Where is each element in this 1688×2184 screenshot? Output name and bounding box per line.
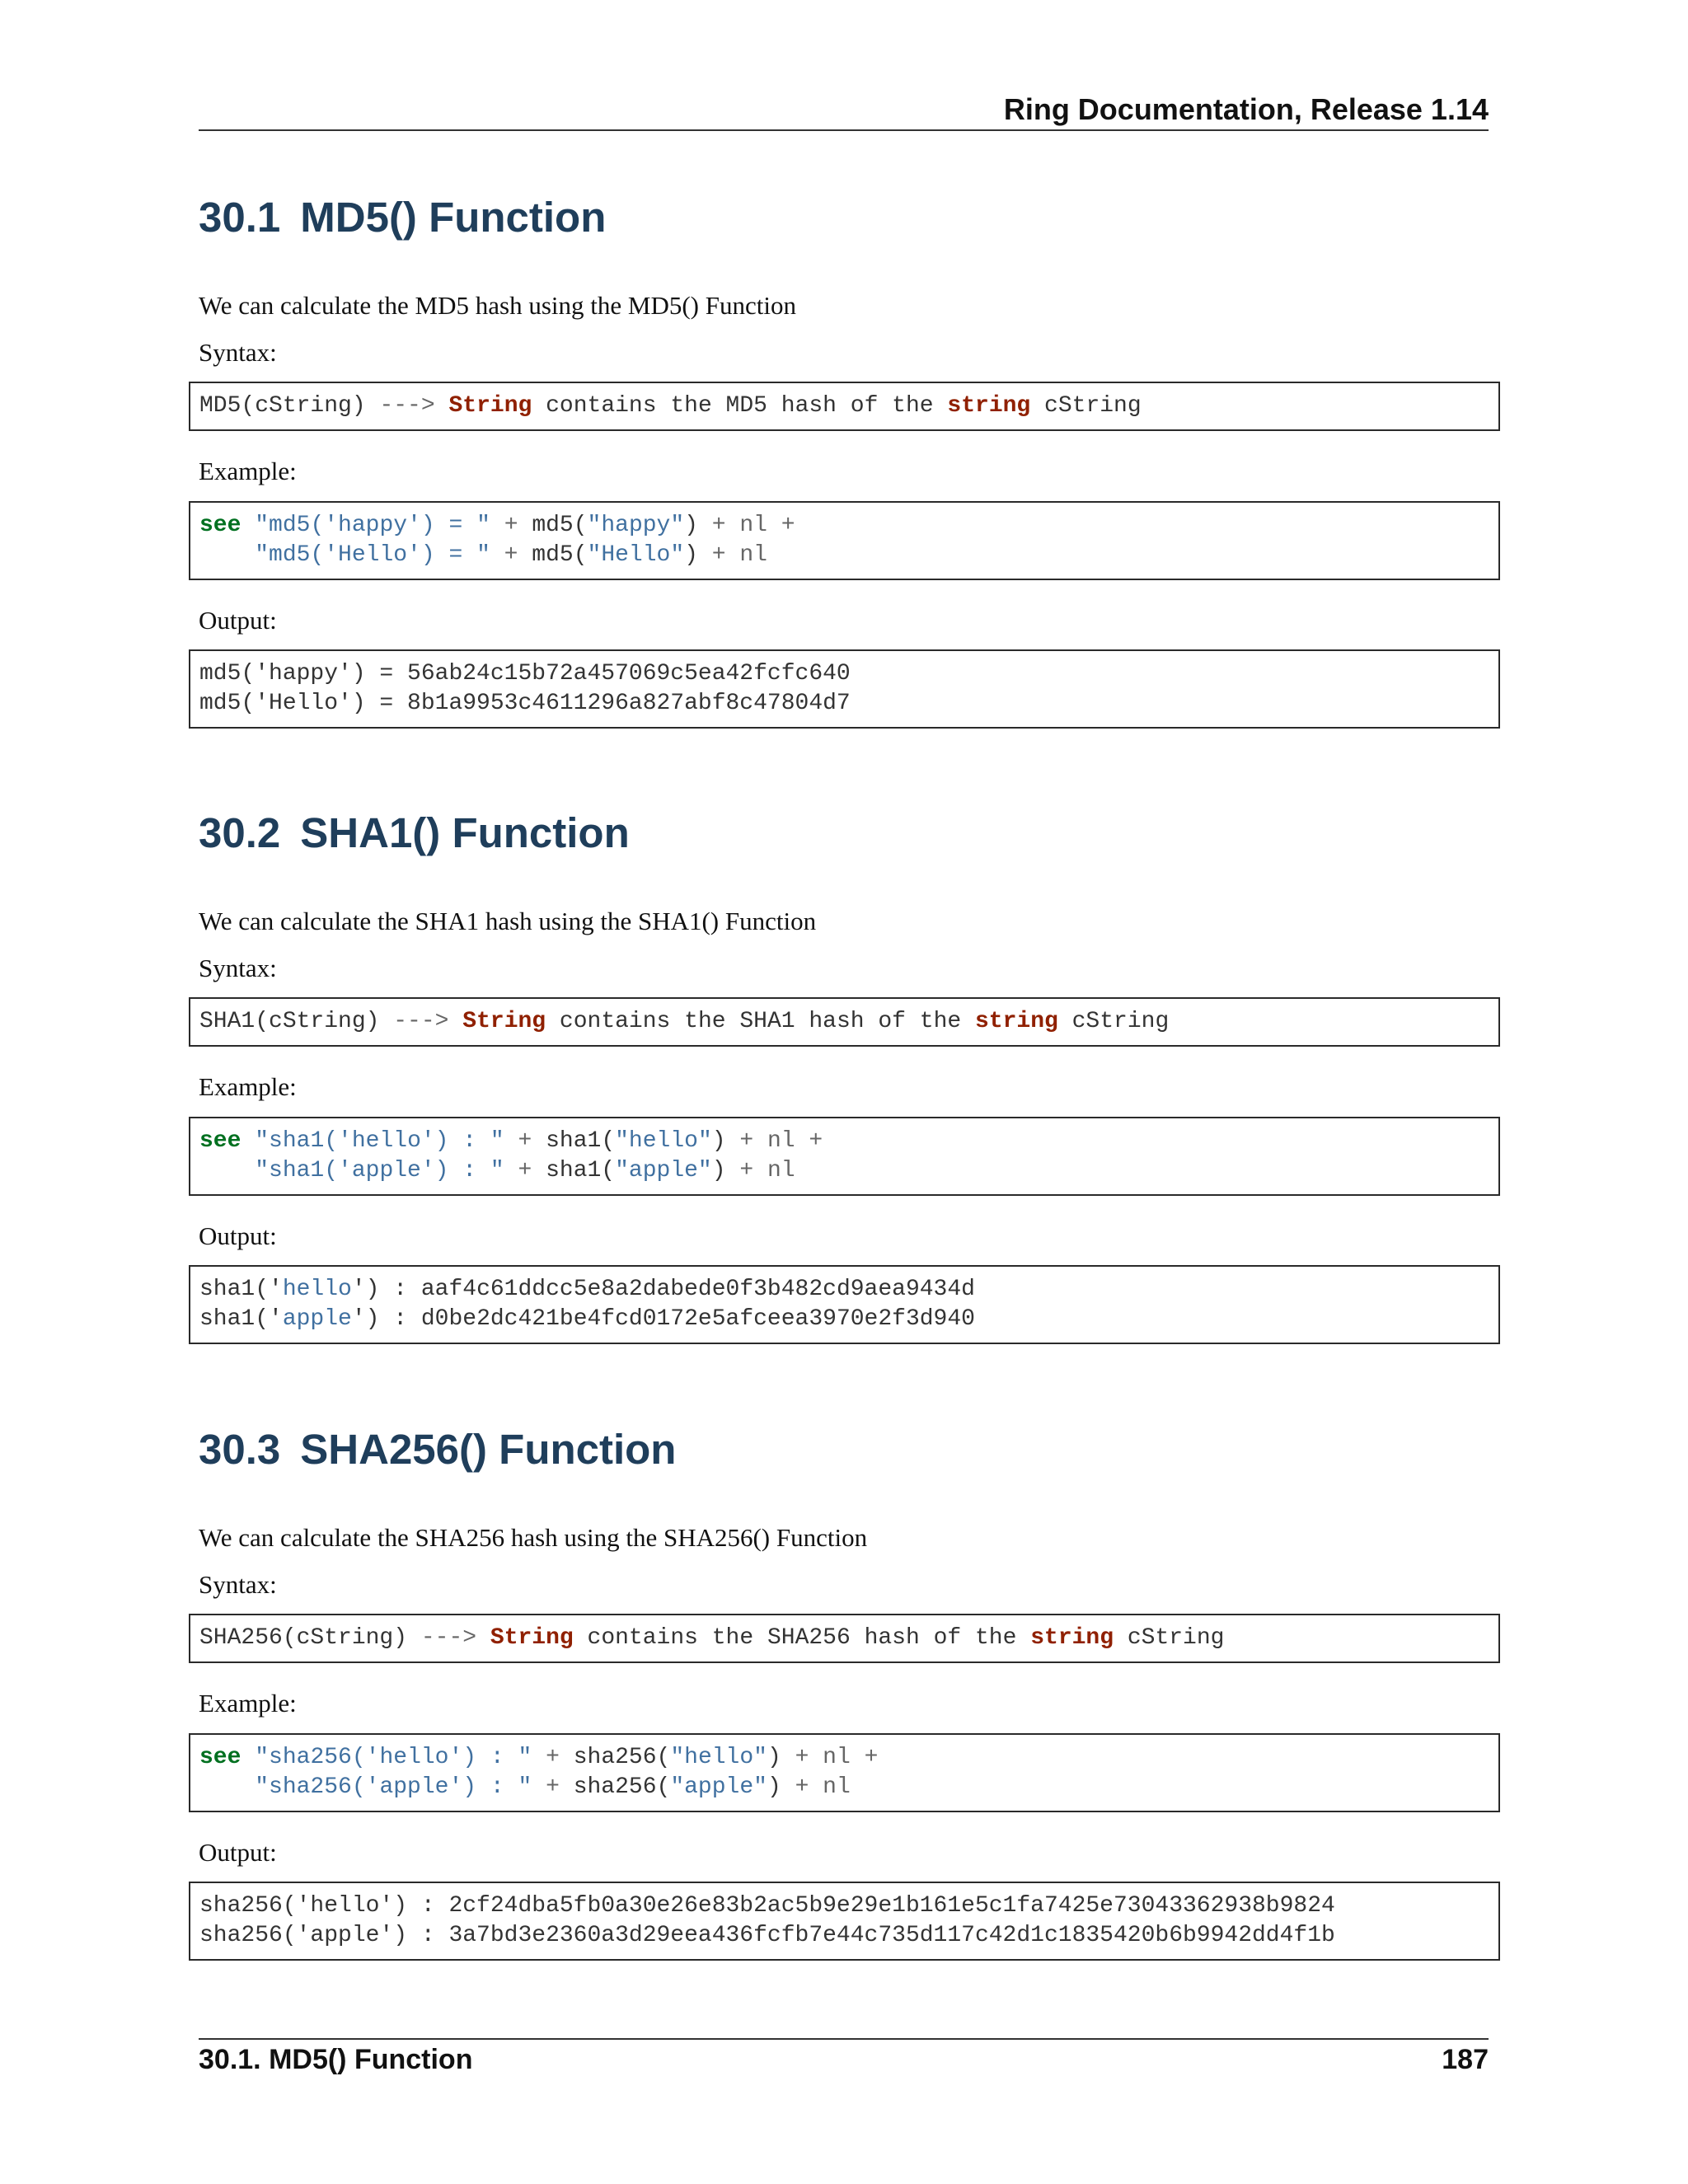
syntax-code-block xyxy=(189,382,1500,431)
section-heading xyxy=(199,196,1500,246)
syntax-code-block xyxy=(189,997,1500,1047)
example-label: Example: xyxy=(199,457,297,486)
footer-page-number: 187 xyxy=(1442,2044,1489,2075)
output-line: sha256('apple') : 3a7bd3e2360a3d29eea436fcfb7e44c735d117c42d1c1835420b6b9942dd4f1b xyxy=(199,1922,1335,1948)
code-keyword-see: see xyxy=(199,512,241,538)
header-rule xyxy=(199,129,1489,131)
section-number: 30.2 xyxy=(199,809,281,856)
code-string: "sha1('hello') : " xyxy=(255,1127,504,1154)
code-keyword: string xyxy=(947,393,1031,419)
code-keyword-see: see xyxy=(199,1744,241,1770)
code-keyword: String xyxy=(462,1009,546,1035)
syntax-label: Syntax: xyxy=(199,954,277,983)
section-intro: We can calculate the MD5 hash using the MD5() Function xyxy=(199,291,796,320)
code-op: + nl xyxy=(795,1774,851,1800)
section-title: MD5() Function xyxy=(300,194,607,241)
code-text: cString xyxy=(1030,393,1142,419)
code-indent xyxy=(199,1774,255,1800)
code-op: + nl xyxy=(739,1157,795,1183)
code-string: "hello" xyxy=(670,1744,767,1770)
code-op: + xyxy=(490,541,532,568)
section-heading xyxy=(199,1428,1500,1478)
code-keyword: String xyxy=(448,393,532,419)
code-op: + xyxy=(504,1127,546,1154)
running-header: Ring Documentation, Release 1.14 xyxy=(1003,92,1489,126)
syntax-code-block xyxy=(189,1614,1500,1663)
code-string: "sha256('hello') : " xyxy=(255,1744,532,1770)
section-number: 30.3 xyxy=(199,1426,281,1473)
code-op: + nl xyxy=(711,541,767,568)
code-text: contains the MD5 hash of the xyxy=(532,393,948,419)
output-highlight: hello xyxy=(282,1276,352,1302)
code-op: + xyxy=(532,1744,574,1770)
code-string: "md5('happy') = " xyxy=(255,512,490,538)
output-code-block xyxy=(189,1882,1500,1961)
code-keyword-see: see xyxy=(199,1127,241,1154)
section-md5 xyxy=(189,196,1500,729)
code-line xyxy=(199,1158,795,1183)
code-fn: md5( xyxy=(532,541,588,568)
code-fn: sha1( xyxy=(546,1127,616,1154)
code-text: contains the SHA256 hash of the xyxy=(573,1625,1031,1652)
code-close: ) xyxy=(711,1127,740,1154)
code-string: "hello" xyxy=(615,1127,712,1154)
output-highlight: apple xyxy=(282,1305,352,1332)
output-text: sha1(' xyxy=(199,1276,283,1302)
section-number: 30.1 xyxy=(199,194,281,241)
code-string: "apple" xyxy=(615,1157,712,1183)
example-label: Example: xyxy=(199,1072,297,1102)
code-op: + nl + xyxy=(739,1127,823,1154)
code-string: "sha1('apple') : " xyxy=(255,1157,504,1183)
code-text: cString xyxy=(1114,1625,1225,1652)
code-string: "md5('Hello') = " xyxy=(255,541,490,568)
output-line: md5('happy') = 56ab24c15b72a457069c5ea42fcfc640 xyxy=(199,660,851,687)
code-string: "sha256('apple') : " xyxy=(255,1774,532,1800)
code-indent xyxy=(199,542,255,568)
code-string: "happy" xyxy=(587,512,685,538)
code-op: + nl + xyxy=(711,512,795,538)
code-op: + xyxy=(504,1157,546,1183)
code-keyword: string xyxy=(975,1009,1058,1035)
code-text: cString xyxy=(1057,1009,1170,1035)
code-line xyxy=(199,513,795,538)
output-text: ') : aaf4c61ddcc5e8a2dabede0f3b482cd9aea9434d xyxy=(351,1276,975,1302)
code-op: + nl + xyxy=(795,1744,879,1770)
code-fn: sha256( xyxy=(573,1744,671,1770)
section-sha1 xyxy=(189,809,1500,1344)
code-fn: SHA256(cString) xyxy=(199,1625,408,1652)
output-text: sha1(' xyxy=(199,1305,283,1332)
code-close: ) xyxy=(684,512,712,538)
output-label: Output: xyxy=(199,1221,277,1250)
code-arrow: ---> xyxy=(420,1625,477,1652)
section-sha256 xyxy=(189,1428,1500,1961)
code-line xyxy=(199,542,767,568)
code-keyword: string xyxy=(1030,1625,1114,1652)
code-string: "Hello" xyxy=(587,541,685,568)
code-keyword: String xyxy=(490,1625,574,1652)
code-fn: sha1( xyxy=(546,1157,616,1183)
example-code-block xyxy=(189,1733,1500,1812)
code-op: + xyxy=(532,1774,574,1800)
output-text: ') : d0be2dc421be4fcd0172e5afceea3970e2f3d940 xyxy=(351,1305,975,1332)
output-line xyxy=(199,1277,975,1302)
footer-section-title: 30.1. MD5() Function xyxy=(199,2044,473,2075)
example-code-block xyxy=(189,1117,1500,1196)
code-arrow: ---> xyxy=(379,393,435,419)
output-line: md5('Hello') = 8b1a9953c4611296a827abf8c47804d7 xyxy=(199,690,851,716)
output-code-block xyxy=(189,649,1500,729)
code-line xyxy=(199,1774,851,1800)
syntax-label: Syntax: xyxy=(199,338,277,368)
code-fn: md5( xyxy=(532,512,588,538)
code-close: ) xyxy=(767,1744,795,1770)
output-code-block xyxy=(189,1265,1500,1344)
code-text: contains the SHA1 hash of the xyxy=(546,1009,975,1035)
section-title: SHA256() Function xyxy=(300,1426,677,1473)
code-close: ) xyxy=(684,541,712,568)
syntax-label: Syntax: xyxy=(199,1570,277,1600)
code-indent xyxy=(199,1158,255,1183)
output-label: Output: xyxy=(199,605,277,635)
code-arrow: ---> xyxy=(393,1009,449,1035)
section-intro: We can calculate the SHA256 hash using the SHA256() Function xyxy=(199,1523,868,1552)
output-line xyxy=(199,1306,975,1332)
output-label: Output: xyxy=(199,1837,277,1867)
example-label: Example: xyxy=(199,1689,297,1718)
code-fn: sha256( xyxy=(573,1774,671,1800)
code-fn: SHA1(cString) xyxy=(199,1009,380,1035)
code-close: ) xyxy=(711,1157,740,1183)
code-line xyxy=(199,1745,878,1770)
code-fn: MD5(cString) xyxy=(199,393,366,419)
section-intro: We can calculate the SHA1 hash using the SHA1() Function xyxy=(199,907,817,935)
output-line: sha256('hello') : 2cf24dba5fb0a30e26e83b2ac5b9e29e1b161e5c1fa7425e73043362938b9824 xyxy=(199,1892,1335,1919)
code-string: "apple" xyxy=(670,1774,767,1800)
footer-rule xyxy=(199,2038,1489,2040)
code-op: + xyxy=(490,512,532,538)
code-line xyxy=(199,1128,823,1154)
example-code-block xyxy=(189,501,1500,580)
section-heading xyxy=(199,809,1500,861)
code-close: ) xyxy=(767,1774,795,1800)
section-title: SHA1() Function xyxy=(300,809,630,856)
